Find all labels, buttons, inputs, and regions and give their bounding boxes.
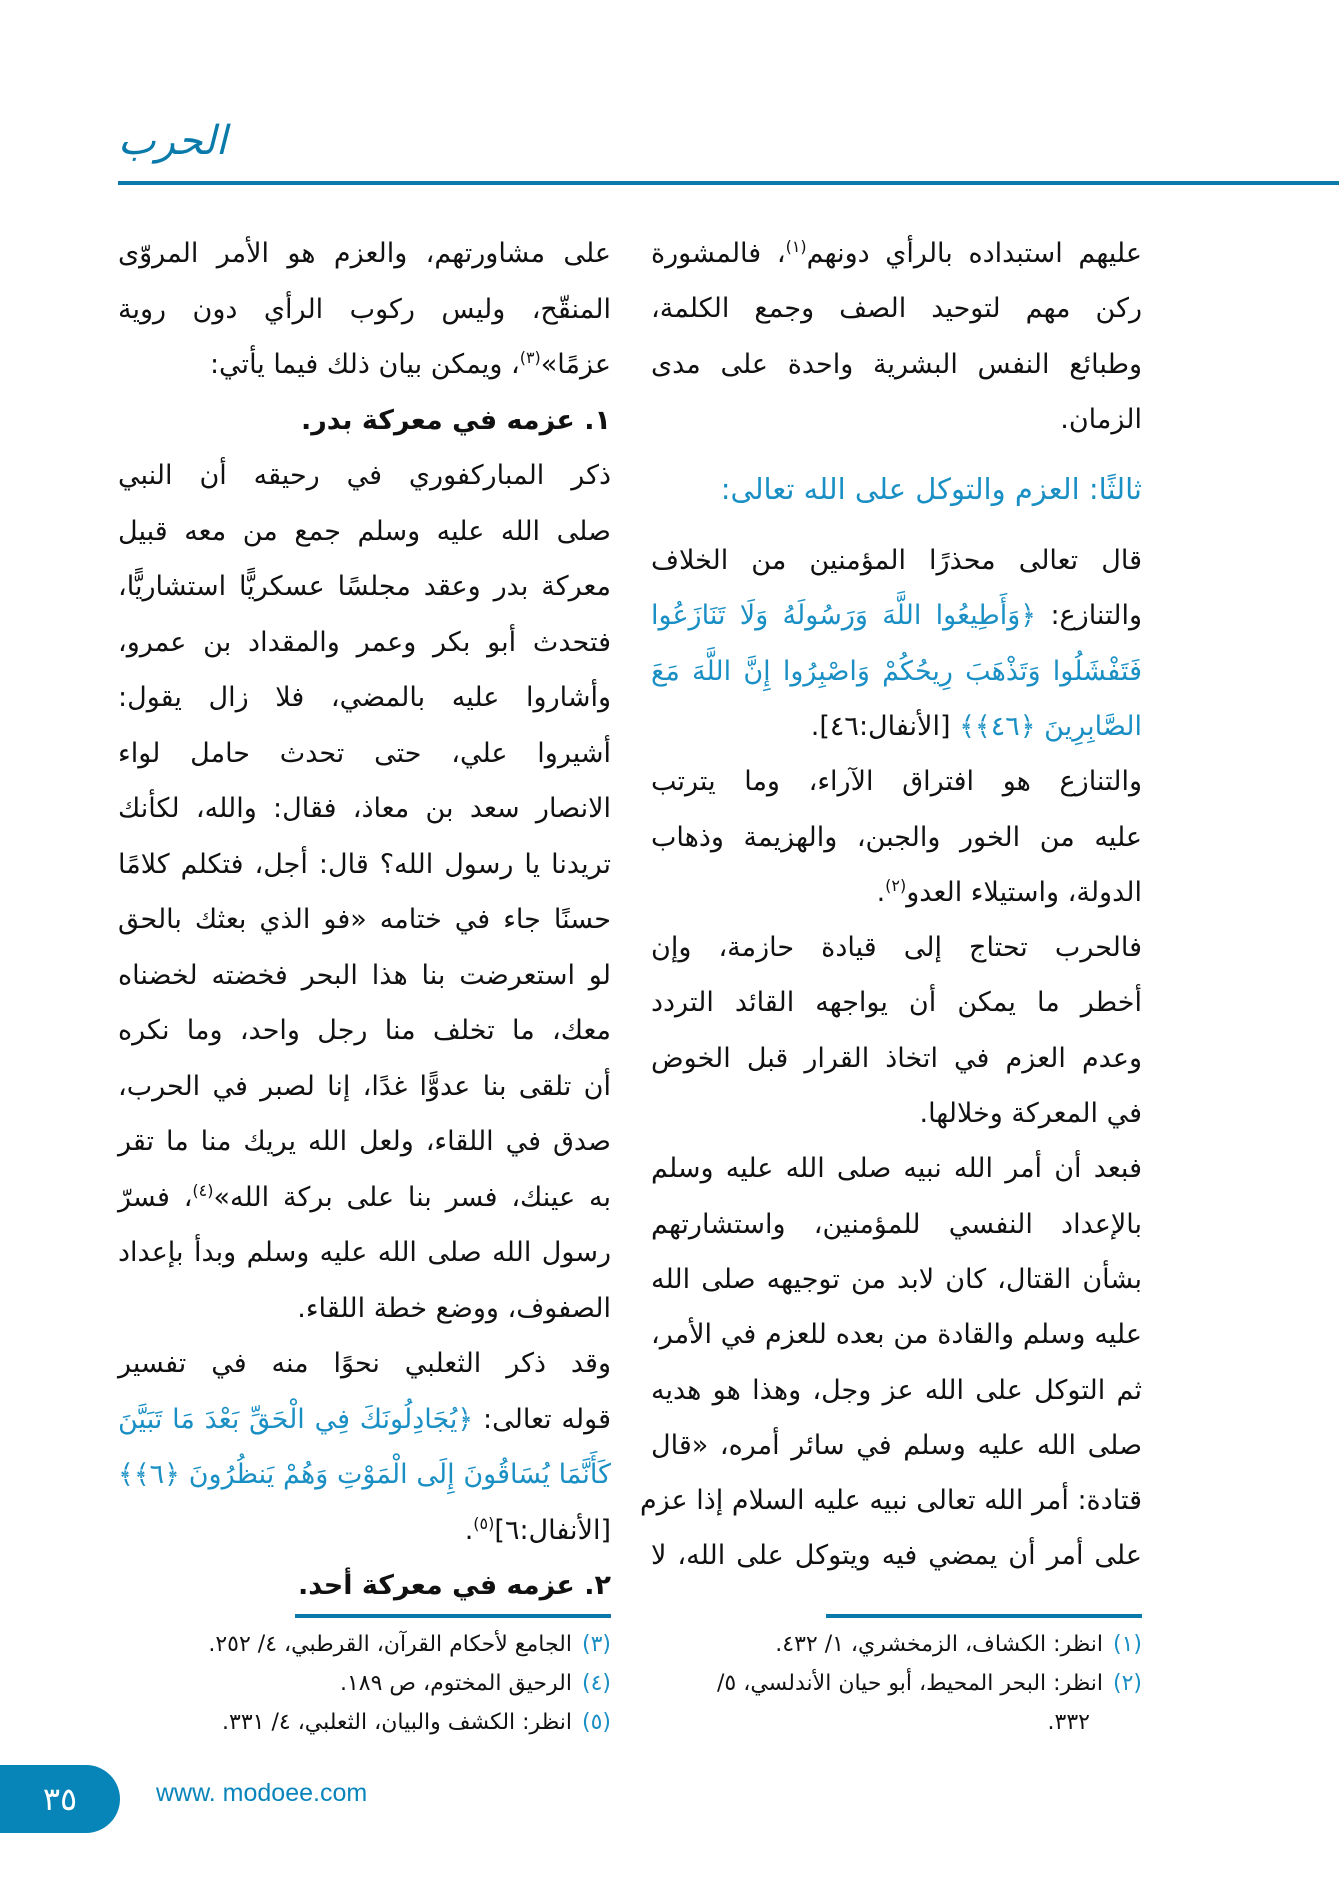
- text-line: [651, 392, 1142, 448]
- subheading: [118, 393, 611, 449]
- text-line: [651, 920, 1142, 976]
- text-line: [118, 670, 611, 726]
- text-line: [651, 337, 1142, 393]
- text-line: [651, 1086, 1142, 1142]
- line-text: عليه من الخور والجبن، والهزيمة وذهاب: [651, 822, 1142, 853]
- footnote-text: انظر: الكشف والبيان، الثعلبي، ٤/ ٣٣١.: [222, 1710, 572, 1735]
- line-text: ، فالمشورة: [651, 238, 786, 269]
- footnote-ref: (٢): [885, 876, 907, 895]
- subheading: [118, 1558, 611, 1614]
- line-text: عزمًا»: [540, 349, 611, 380]
- line-text: قوله تعالى:: [473, 1404, 611, 1435]
- text-line: [118, 1225, 611, 1281]
- line-text: أخطر ما يمكن أن يواجهه القائد التردد: [651, 987, 1142, 1018]
- text-line: [118, 226, 611, 282]
- footnote-ref: (٣): [519, 348, 541, 367]
- footnote: [775, 1626, 1142, 1664]
- quran-verse: ﴿يُجَادِلُونَكَ فِي الْحَقِّ بَعْدَ مَا تَبَيَّنَ: [118, 1404, 474, 1435]
- line-text: .: [876, 877, 886, 908]
- footnote-ref: (٥): [473, 1514, 495, 1533]
- text-line: [651, 644, 1142, 700]
- line-text: عليه وسلم والقادة من بعده للعزم في الأمر،: [651, 1319, 1142, 1350]
- line-text: الدولة، واستيلاء العدو: [906, 877, 1142, 908]
- text-line: [118, 1003, 611, 1059]
- line-text: عليهم استبداده بالرأي دونهم: [806, 238, 1142, 269]
- text-line: [118, 1447, 611, 1503]
- line-text: في المعركة وخلالها.: [919, 1098, 1142, 1129]
- line-text: رسول الله صلى الله عليه وسلم وبدأ بإعداد: [118, 1237, 611, 1268]
- line-text: فبعد أن أمر الله نبيه صلى الله عليه وسلم: [651, 1153, 1142, 1184]
- quran-verse: فَتَفْشَلُوا وَتَذْهَبَ رِيحُكُمْ وَاصْبِرُوا إِنَّ اللَّهَ مَعَ: [651, 656, 1142, 687]
- text-line: [118, 1059, 611, 1115]
- header-rule: [118, 181, 1339, 185]
- text-line: [651, 281, 1142, 337]
- line-text: وطبائع النفس البشرية واحدة على مدى: [651, 349, 1142, 380]
- line-text: وقد ذكر الثعلبي نحوًا منه في تفسير: [118, 1348, 611, 1379]
- line-text: بالإعداد النفسي للمؤمنين، واستشارتهم: [651, 1209, 1142, 1240]
- text-line: [118, 837, 611, 893]
- footnote-rule-right: [826, 1614, 1142, 1618]
- text-line: [651, 1031, 1142, 1087]
- text-line: [118, 1170, 611, 1226]
- running-header-title: الحرب: [118, 118, 227, 164]
- text-line: [651, 699, 1142, 755]
- line-text: والتنازع:: [1036, 600, 1142, 631]
- footnote: [717, 1665, 1142, 1703]
- text-line: [118, 892, 611, 948]
- line-text: معركة بدر وعقد مجلسًا عسكريًّا استشاريًّا،: [118, 571, 611, 602]
- quran-verse: ﴿وَأَطِيعُوا اللَّهَ وَرَسُولَهُ وَلَا تَنَازَعُوا: [651, 600, 1037, 631]
- line-text: وأشاروا عليه بالمضي، فلا زال يقول:: [118, 682, 611, 713]
- line-text: [الأنفال:٤٦].: [810, 711, 960, 742]
- line-text: تريدنا يا رسول الله؟ قال: أجل، فتكلم كلامًا: [118, 849, 611, 880]
- footnote-rule-left: [295, 1614, 611, 1618]
- quran-verse: الصَّابِرِينَ ﴿٤٦﴾﴾: [959, 711, 1142, 742]
- text-line: [651, 1141, 1142, 1197]
- line-text: صدق في اللقاء، ولعل الله يريك منا ما تقر: [118, 1126, 611, 1157]
- line-text: على مشاورتهم، والعزم هو الأمر المروّى: [118, 238, 611, 269]
- text-line: [651, 865, 1142, 921]
- text-line: [651, 754, 1142, 810]
- text-line: [651, 533, 1142, 589]
- line-text: معك، ما تخلف منا رجل واحد، وما نكره: [118, 1015, 611, 1046]
- footnote-text: ٣٣٢.: [1047, 1710, 1090, 1735]
- line-text: صلى الله عليه وسلم جمع من معه قبيل: [118, 516, 611, 547]
- page-number: ٣٥: [0, 1765, 120, 1833]
- line-text: قال تعالى محذرًا المؤمنين من الخلاف: [651, 545, 1142, 576]
- text-line: [651, 226, 1142, 282]
- footnote-text: انظر: البحر المحيط، أبو حيان الأندلسي، ٥/: [716, 1671, 1103, 1696]
- website-link[interactable]: www. modoee.com: [156, 1779, 368, 1807]
- text-line: [651, 1418, 1142, 1474]
- line-text: والتنازع هو افتراق الآراء، وما يترتب: [651, 766, 1142, 797]
- line-text: ٢. عزمه في معركة أحد.: [297, 1570, 611, 1601]
- line-text: ١. عزمه في معركة بدر.: [300, 405, 611, 436]
- text-line: [118, 948, 611, 1004]
- text-line: [118, 781, 611, 837]
- text-line: [651, 810, 1142, 866]
- footnote: [340, 1665, 611, 1703]
- line-text: الانصار سعد بن معاذ، فقال: والله، لكأنك: [118, 793, 611, 824]
- text-line: [118, 559, 611, 615]
- text-line: [651, 1197, 1142, 1253]
- line-text: صلى الله عليه وسلم في سائر أمره، «قال: [651, 1430, 1142, 1461]
- text-line: [651, 1307, 1142, 1363]
- footnote-text: انظر: الكشاف، الزمخشري، ١/ ٤٣٢.: [775, 1632, 1103, 1657]
- line-text: ذكر المباركفوري في رحيقه أن النبي: [118, 460, 611, 491]
- footnote: [222, 1704, 611, 1742]
- line-text: قتادة: أمر الله تعالى نبيه عليه السلام إذا عزم: [639, 1485, 1142, 1516]
- line-text: الزمان.: [1060, 404, 1142, 435]
- text-line: [639, 1473, 1142, 1529]
- line-text: أشيروا علي، حتى تحدث حامل لواء: [118, 738, 611, 769]
- text-line: [651, 588, 1142, 644]
- line-text: الصفوف، ووضع خطة اللقاء.: [297, 1293, 611, 1324]
- text-line: [118, 615, 611, 671]
- footnote-number: (٢): [1112, 1671, 1142, 1696]
- line-text: فالحرب تحتاج إلى قيادة حازمة، وإن: [651, 932, 1142, 963]
- footnote-number: (٣): [581, 1632, 611, 1657]
- line-text: ثم التوكل على الله عز وجل، وهذا هو هديه: [651, 1375, 1142, 1406]
- line-text: [الأنفال:٦]: [494, 1515, 611, 1546]
- footnote-ref: (١): [785, 237, 807, 256]
- text-line: [118, 282, 611, 338]
- line-text: ، ويمكن بيان ذلك فيما يأتي:: [209, 349, 520, 380]
- text-line: [651, 1363, 1142, 1419]
- text-line: [651, 1252, 1142, 1308]
- section-heading: [651, 461, 1142, 517]
- footnote-number: (١): [1112, 1632, 1142, 1657]
- text-line: [118, 448, 611, 504]
- footnote-ref: (٤): [192, 1181, 214, 1200]
- line-text: على أمر أن يمضي فيه ويتوكل على الله، لا: [651, 1540, 1142, 1571]
- footnote-number: (٤): [581, 1671, 611, 1696]
- line-text: بشأن القتال، كان لابد من توجيهه صلى الله: [651, 1264, 1142, 1295]
- quran-verse: كَأَنَّمَا يُسَاقُونَ إِلَى الْمَوْتِ وَهُمْ يَنظُرُونَ ﴿٦﴾﴾: [118, 1459, 611, 1490]
- line-text: به عينك، فسر بنا على بركة الله»: [213, 1182, 611, 1213]
- text-line: [118, 1503, 611, 1559]
- footnote: [1048, 1704, 1090, 1742]
- text-line: [118, 1281, 611, 1337]
- text-line: [118, 1392, 611, 1448]
- line-text: ركن مهم لتوحيد الصف وجمع الكلمة،: [651, 293, 1142, 324]
- line-text: فتحدث أبو بكر وعمر والمقداد بن عمرو،: [118, 627, 611, 658]
- line-text: لو استعرضت بنا هذا البحر فخضته لخضناه: [118, 960, 611, 991]
- line-text: ثالثًا: العزم والتوكل على الله تعالى:: [720, 472, 1142, 506]
- line-text: حسنًا جاء في ختامه «فو الذي بعثك بالحق: [118, 904, 611, 935]
- text-line: [118, 1114, 611, 1170]
- text-line: [118, 337, 611, 393]
- footnote: [208, 1626, 611, 1664]
- text-line: [118, 726, 611, 782]
- line-text: .: [464, 1515, 474, 1546]
- line-text: وعدم العزم في اتخاذ القرار قبل الخوض: [651, 1043, 1142, 1074]
- line-text: ، فسرّ: [118, 1182, 193, 1213]
- footnote-number: (٥): [581, 1710, 611, 1735]
- line-text: أن تلقى بنا عدوًّا غدًا، إنا لصبر في الحرب،: [118, 1071, 611, 1102]
- line-text: المنقّح، وليس ركوب الرأي دون روية: [118, 294, 611, 325]
- footnote-text: الجامع لأحكام القرآن، القرطبي، ٤/ ٢٥٢.: [208, 1632, 572, 1657]
- text-line: [651, 975, 1142, 1031]
- text-line: [651, 1528, 1142, 1584]
- footnote-text: الرحيق المختوم، ص ١٨٩.: [339, 1671, 572, 1696]
- text-line: [118, 504, 611, 560]
- text-line: [118, 1336, 611, 1392]
